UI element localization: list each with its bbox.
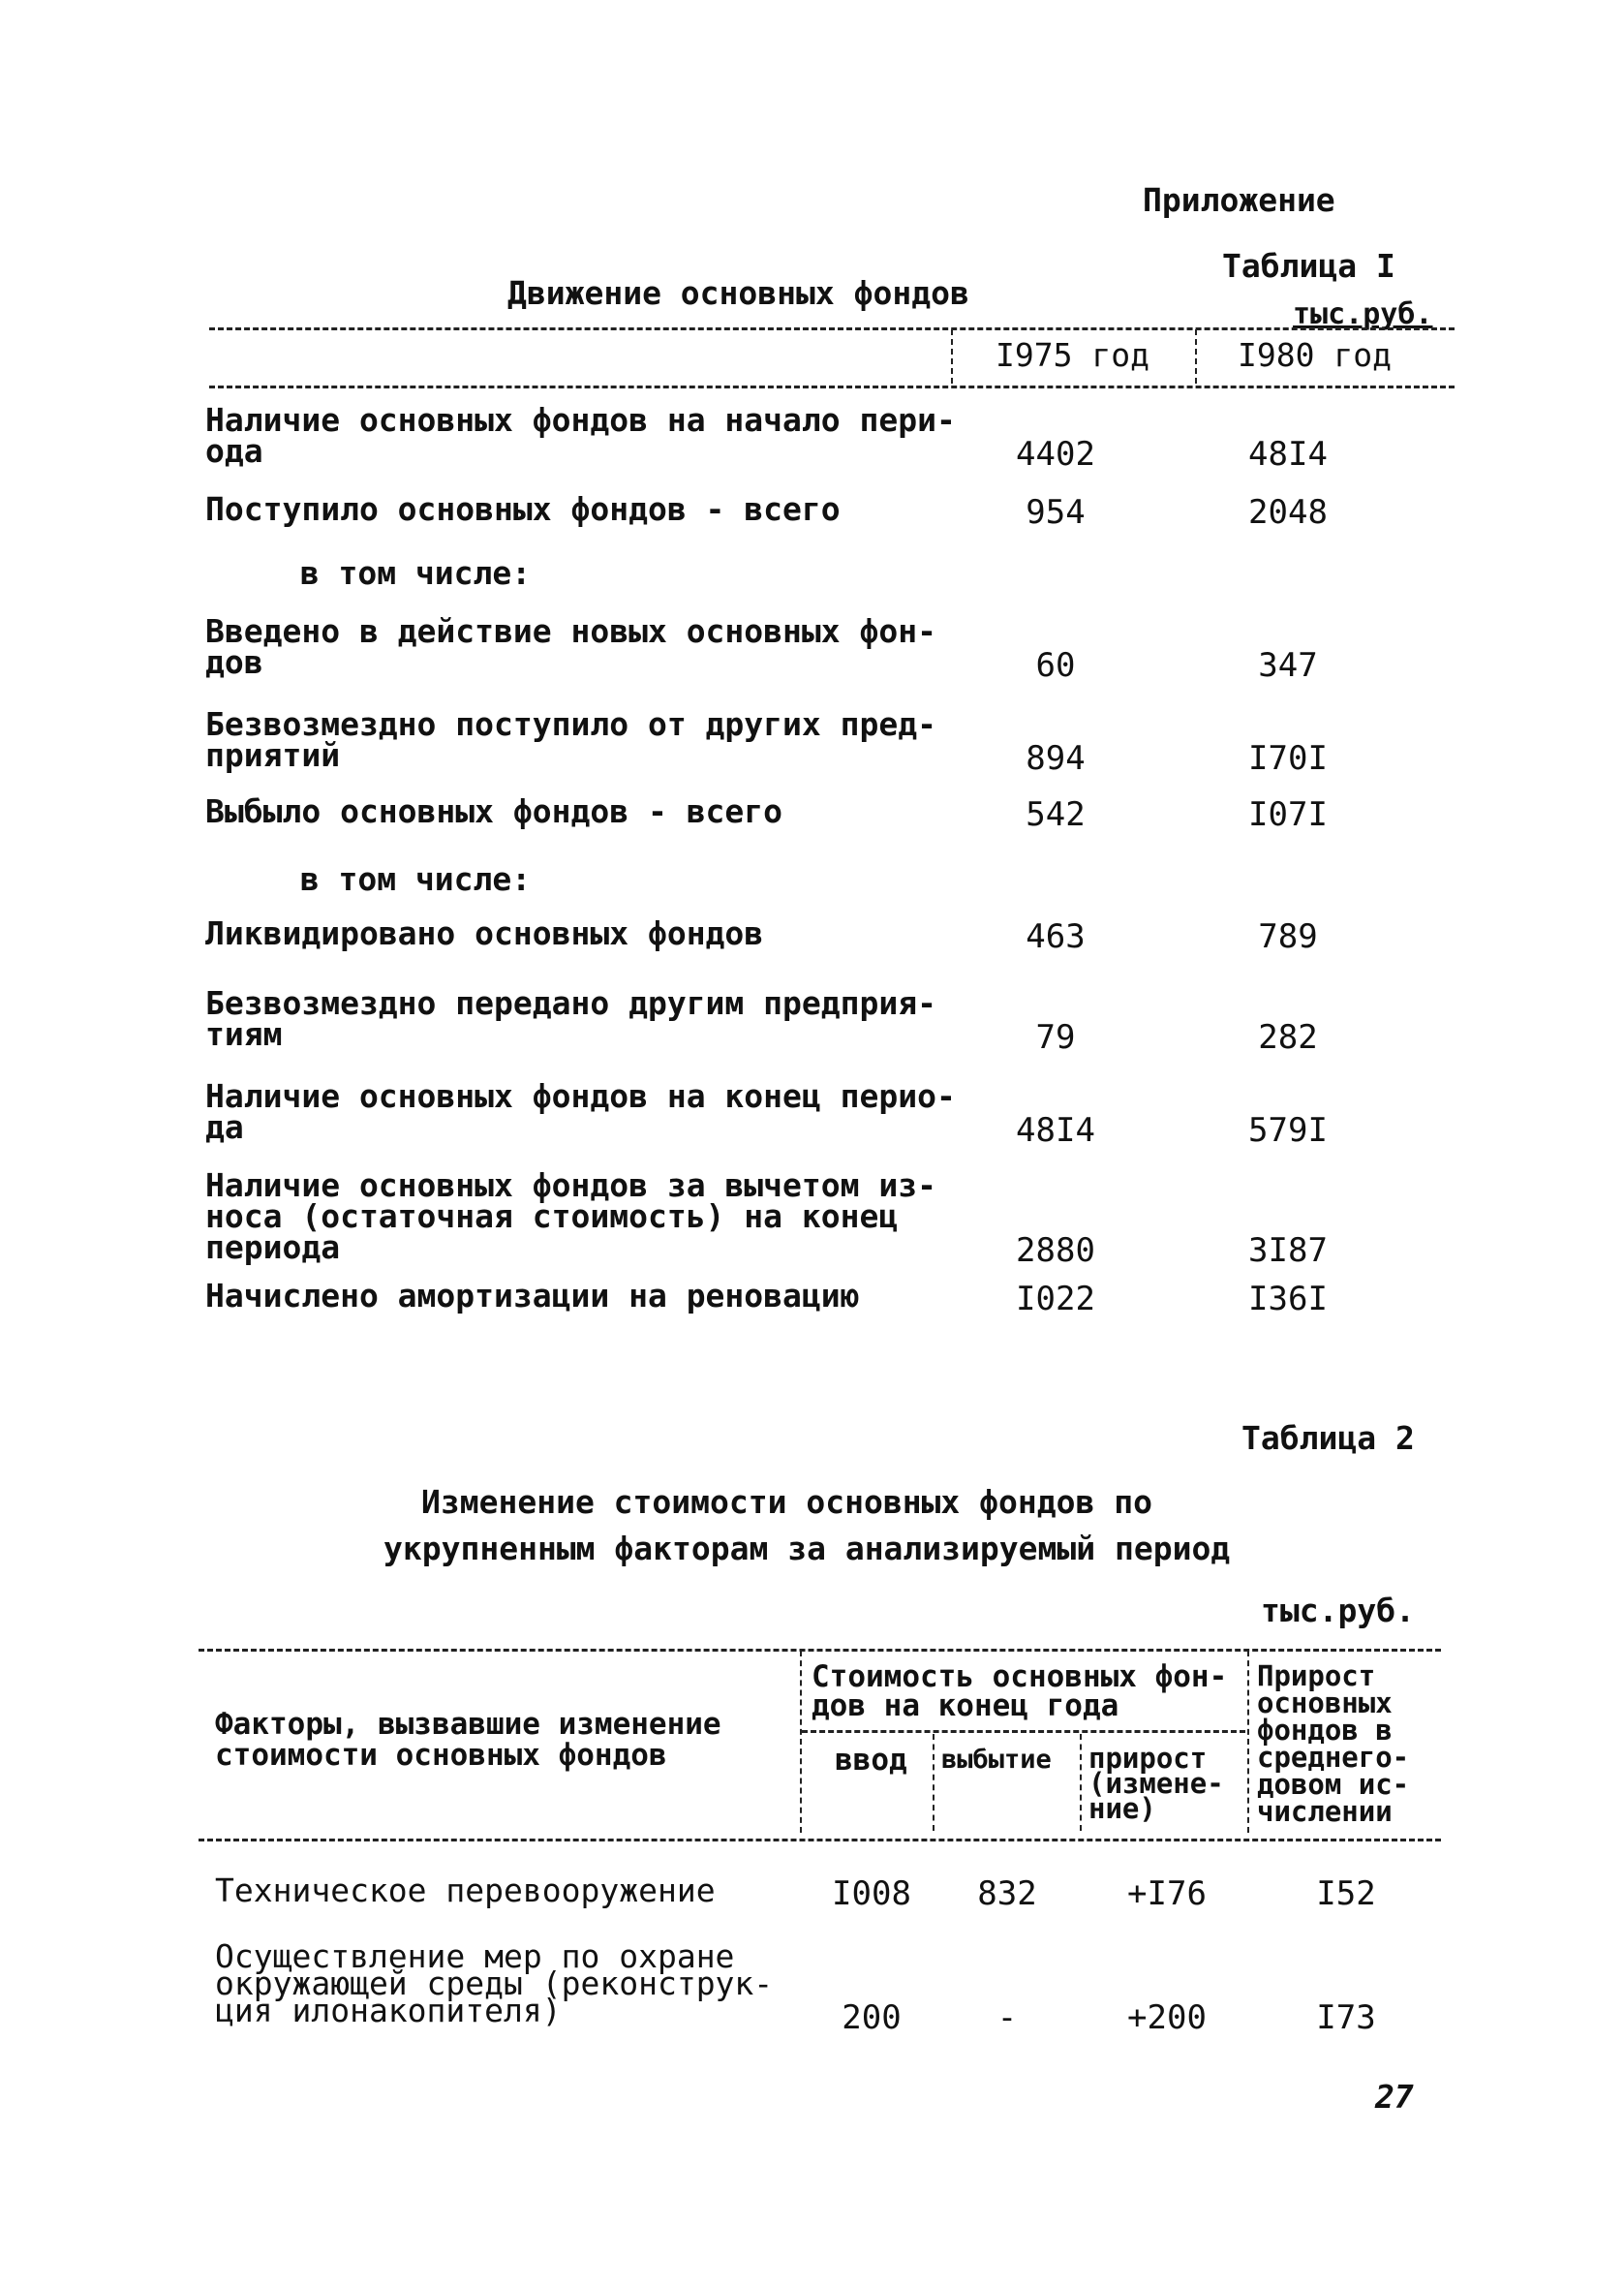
table2-col-separator bbox=[1080, 1734, 1082, 1831]
table2-title-line2: укрупненным факторам за анализируемый период bbox=[383, 1530, 1231, 1567]
table2-col-separator bbox=[1247, 1651, 1249, 1833]
table1-cell-1975: 60 bbox=[1035, 646, 1076, 685]
table2-number: Таблица 2 bbox=[1241, 1419, 1415, 1457]
table1-cell-1980: 347 bbox=[1258, 646, 1318, 685]
table1-row-label: Начислено амортизации на реновацию bbox=[205, 1277, 860, 1315]
table2-header-growth-change: прирост (измене- ние) bbox=[1088, 1742, 1224, 1825]
table1-top-rule bbox=[209, 327, 1455, 330]
table1-cell-1980: I70I bbox=[1248, 739, 1328, 778]
table1-row-label: в том числе: bbox=[261, 554, 532, 592]
table1-cell-1980: 3I87 bbox=[1248, 1231, 1328, 1270]
table1-cell-1980: I07I bbox=[1248, 795, 1328, 834]
table2-header-group: Стоимость основных фон- дов на конец года bbox=[812, 1659, 1228, 1723]
table1-row-label: Выбыло основных фондов - всего bbox=[205, 792, 783, 830]
table1-cell-1975: 2880 bbox=[1016, 1231, 1095, 1270]
table2-cell-disposal: - bbox=[996, 1998, 1018, 2037]
table2-header-avg-growth: Прирост основных фондов в среднего- довом ис- числении bbox=[1257, 1659, 1410, 1828]
table2-cell-avg: I52 bbox=[1316, 1874, 1376, 1913]
table1-header-rule bbox=[209, 386, 1455, 388]
table1-col-separator bbox=[951, 329, 953, 384]
table2-cell-avg: I73 bbox=[1316, 1998, 1376, 2037]
table2-group-rule bbox=[802, 1730, 1245, 1733]
table1-row-label: Наличие основных фондов на конец перио- да bbox=[205, 1077, 956, 1146]
table1-cell-1975: 48I4 bbox=[1016, 1111, 1095, 1150]
table2-top-rule bbox=[199, 1649, 1441, 1652]
table2-cell-disposal: 832 bbox=[977, 1874, 1037, 1913]
table1-row-label: в том числе: bbox=[261, 860, 532, 898]
table2-cell-growth: +200 bbox=[1127, 1998, 1207, 2037]
table1-cell-1980: 2048 bbox=[1248, 493, 1328, 532]
table2-row-label: Техническое перевооружение bbox=[215, 1871, 716, 1909]
table1-cell-1975: I022 bbox=[1016, 1280, 1095, 1318]
table2-header-factors: Факторы, вызвавшие изменение стоимости основных фондов bbox=[215, 1707, 721, 1773]
table2-cell-growth: +I76 bbox=[1127, 1874, 1207, 1913]
table1-cell-1975: 954 bbox=[1026, 493, 1086, 532]
table1-cell-1980: 48I4 bbox=[1248, 435, 1328, 474]
table2-header-disposal: выбытие bbox=[941, 1745, 1052, 1775]
table1-cell-1975: 542 bbox=[1026, 795, 1086, 834]
table1-cell-1975: 79 bbox=[1035, 1018, 1076, 1057]
table1-unit: тыс.руб. bbox=[1293, 297, 1433, 331]
table2-cell-input: I008 bbox=[832, 1874, 911, 1913]
table1-col-separator bbox=[1195, 329, 1197, 384]
table2-cell-input: 200 bbox=[842, 1998, 902, 2037]
table2-col-separator bbox=[933, 1734, 935, 1831]
table2-col-separator bbox=[800, 1651, 802, 1833]
table1-cell-1980: 789 bbox=[1258, 917, 1318, 956]
table1-row-label: Наличие основных фондов на начало пери- ода bbox=[205, 401, 956, 470]
table1-row-label: Безвозмездно поступило от других пред- приятий bbox=[205, 705, 936, 774]
table2-title-line1: Изменение стоимости основных фондов по bbox=[421, 1483, 1152, 1521]
table1-row-label: Поступило основных фондов - всего bbox=[205, 490, 841, 528]
appendix-label: Приложение bbox=[1143, 181, 1335, 219]
table1-number: Таблица I bbox=[1222, 247, 1395, 285]
table1-cell-1980: I36I bbox=[1248, 1280, 1328, 1318]
table2-header-input: ввод bbox=[835, 1743, 907, 1778]
table1-row-label: Ликвидировано основных фондов bbox=[205, 914, 764, 952]
table1-header-1980: I980 год bbox=[1238, 336, 1392, 374]
table2-row-label: Осуществление мер по охране окружающей среды (реконструк- ция илонакопителя) bbox=[215, 1937, 774, 2029]
table1-header-1975: I975 год bbox=[996, 336, 1149, 374]
page-number: 27 bbox=[1375, 2078, 1414, 2116]
table2-header-rule bbox=[199, 1839, 1441, 1841]
table1-row-label: Наличие основных фондов за вычетом из- носа (остаточная стоимость) на конец периода bbox=[205, 1166, 936, 1266]
table1-cell-1980: 282 bbox=[1258, 1018, 1318, 1057]
table1-cell-1975: 463 bbox=[1026, 917, 1086, 956]
table1-row-label: Безвозмездно передано другим предприя- тиям bbox=[205, 984, 936, 1053]
table1-cell-1980: 579I bbox=[1248, 1111, 1328, 1150]
table1-title: Движение основных фондов bbox=[507, 274, 969, 312]
table1-cell-1975: 4402 bbox=[1016, 435, 1095, 474]
table2-unit: тыс.руб. bbox=[1261, 1592, 1415, 1629]
table1-row-label: Введено в действие новых основных фон- дов bbox=[205, 612, 936, 681]
table1-cell-1975: 894 bbox=[1026, 739, 1086, 778]
